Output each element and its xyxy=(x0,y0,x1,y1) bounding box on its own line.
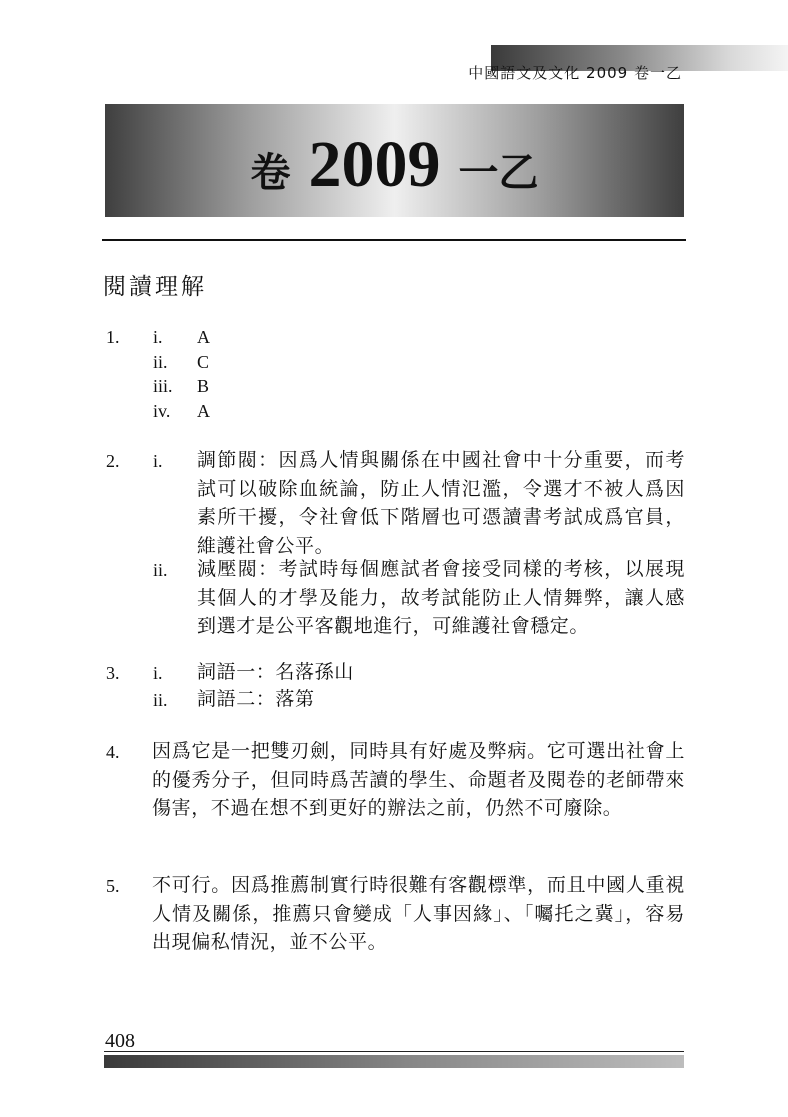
q3-i-roman: i. xyxy=(153,663,163,683)
title-year: 2009 xyxy=(308,127,441,201)
q3-ii-text: 詞語二：落第 xyxy=(197,688,315,710)
q2-i-text: 調節閥：因爲人情與關係在中國社會中十分重要，而考試可以破除血統論，防止人情氾濫，令選才不被人爲因素所干擾，令社會低下階層也可憑讀書考試成爲官員，維護社會公平。 xyxy=(197,449,685,557)
q2-ii-roman: ii. xyxy=(153,560,168,580)
title-prefix: 卷 xyxy=(250,149,291,196)
q1-item-roman: iii. xyxy=(153,376,173,396)
q3-i-text: 詞語一：名落孫山 xyxy=(197,661,354,683)
q1-item-answer: A xyxy=(197,401,210,421)
page-number: 408 xyxy=(105,1030,135,1052)
q4-text: 因爲它是一把雙刃劍，同時具有好處及弊病。它可選出社會上的優秀分子，但同時爲苦讀的學生、命題者及閱卷的老師帶來傷害，不過在想不到更好的辦法之前，仍然不可廢除。 xyxy=(152,740,685,819)
q5-number: 5. xyxy=(106,876,120,896)
q1-item-answer: A xyxy=(197,327,210,347)
footer-rule xyxy=(104,1051,684,1052)
q4-number: 4. xyxy=(106,742,120,762)
q1-number: 1. xyxy=(106,327,120,347)
q2-number: 2. xyxy=(106,451,120,471)
q1-item-answer: B xyxy=(197,376,210,396)
q2-i-roman: i. xyxy=(153,451,163,471)
q5-text: 不可行。因爲推薦制實行時很難有客觀標準，而且中國人重視人情及關係，推薦只會變成「人事因緣」、「囑托之冀」，容易出現偏私情況，並不公平。 xyxy=(152,874,685,953)
title-suffix: 一乙 xyxy=(458,149,539,196)
q3-number: 3. xyxy=(106,663,120,683)
q3-ii-roman: ii. xyxy=(153,690,168,710)
q1-item-answer: C xyxy=(197,352,210,372)
q1-item-roman: iv. xyxy=(153,401,171,421)
running-header: 中國語文及文化 2009 卷一乙 xyxy=(468,64,682,82)
q2-ii-text: 減壓閥：考試時每個應試者會接受同樣的考核，以展現其個人的才學及能力，故考試能防止人情舞弊，讓人感到選才是公平客觀地進行，可維護社會穩定。 xyxy=(197,558,685,637)
q1-item-roman: ii. xyxy=(153,352,168,372)
footer-decor-bar xyxy=(104,1055,684,1068)
section-title: 閱讀理解 xyxy=(103,274,207,300)
q1-item-roman: i. xyxy=(153,327,163,347)
